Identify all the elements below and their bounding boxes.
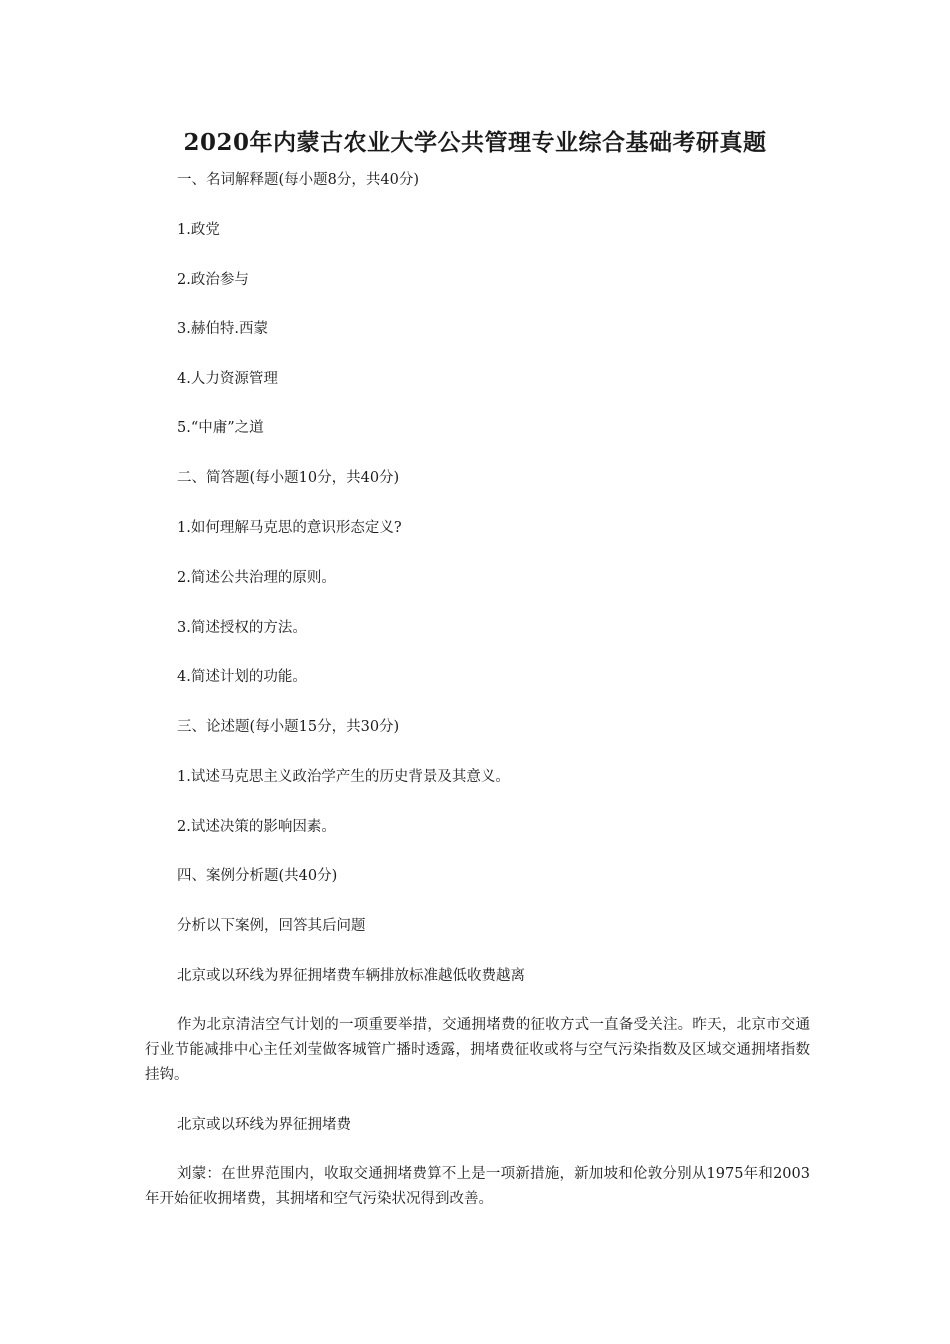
section2-item-1: 1.如何理解马克思的意识形态定义? [177, 520, 402, 536]
section2-item-2: 2.简述公共治理的原则。 [177, 570, 336, 586]
section-heading-1: 一、名词解释题(每小题8分，共40分) [177, 172, 419, 188]
case-subheading: 北京或以环线为界征拥堵费 [177, 1117, 351, 1133]
case-title: 北京或以环线为界征拥堵费车辆排放标准越低收费越离 [177, 968, 525, 984]
case-intro: 分析以下案例，回答其后问题 [177, 918, 366, 934]
section1-item-4: 4.人力资源管理 [177, 371, 278, 387]
section1-item-3: 3.赫伯特.西蒙 [177, 321, 268, 337]
document-title: 2020年内蒙古农业大学公共管理专业综合基础考研真题 [183, 129, 767, 156]
section1-item-1: 1.政党 [177, 222, 220, 238]
section3-item-2: 2.试述决策的影响因素。 [177, 819, 336, 835]
case-paragraph-1: 作为北京清洁空气计划的一项重要举措，交通拥堵费的征收方式一直备受关注。昨天，北京市交通行业节能减排中心主任刘莹做客城管广播时透露，拥堵费征收或将与空气污染指数及区域交通拥堵指数挂钩。 [145, 1017, 810, 1083]
section1-item-5: 5.“中庸”之道 [177, 420, 264, 436]
section-heading-2: 二、简答题(每小题10分，共40分) [177, 470, 400, 486]
section3-item-1: 1.试述马克思主义政治学产生的历史背景及其意义。 [177, 769, 510, 785]
section-heading-4: 四、案例分析题(共40分) [177, 868, 338, 884]
section1-item-2: 2.政治参与 [177, 272, 249, 288]
section-heading-3: 三、论述题(每小题15分，共30分) [177, 719, 400, 735]
section2-item-3: 3.简述授权的方法。 [177, 620, 307, 636]
section2-item-4: 4.简述计划的功能。 [177, 669, 307, 685]
case-paragraph-2: 刘蒙：在世界范围内，收取交通拥堵费算不上是一项新措施，新加坡和伦敦分别从1975年和2003年开始征收拥堵费，其拥堵和空气污染状况得到改善。 [145, 1166, 810, 1207]
